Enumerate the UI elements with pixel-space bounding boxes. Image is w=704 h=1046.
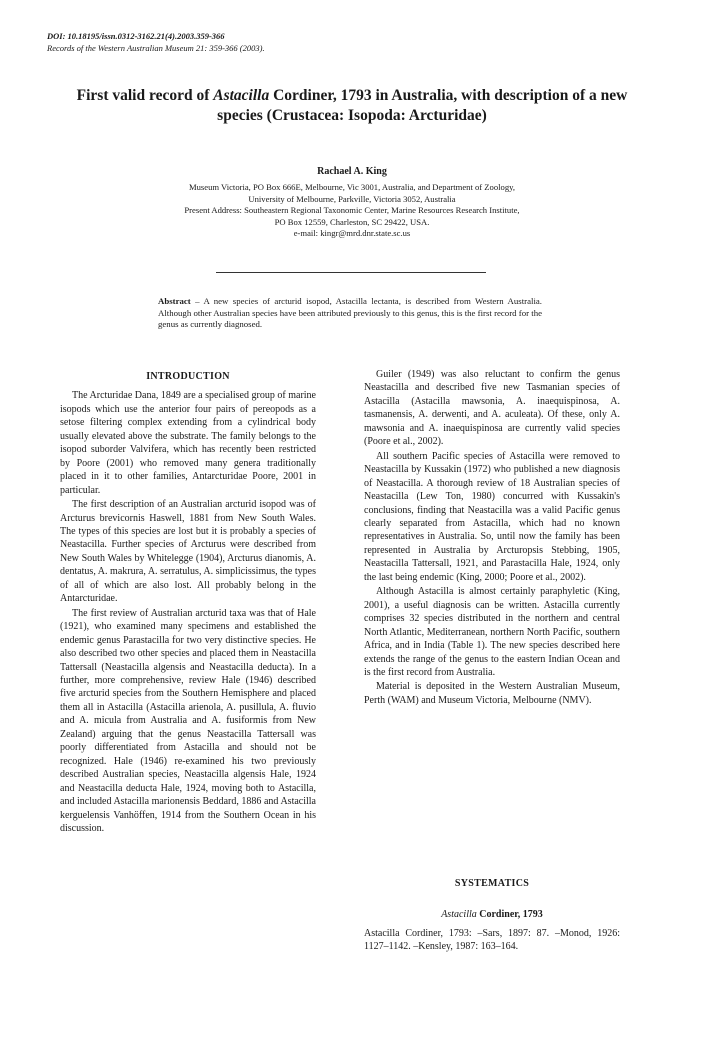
left-column (60, 368, 316, 835)
intro-paragraph: The first description of an Australian arcturid isopod was of Arcturus brevicornis Haswell, 1881 from New South Wales. The types of this species are lost but it is probably a species of Neastacilla. Further species of Arcturus were described from New South Wales by Whitelegge (1904), Arcturus dianomis, A. dentatus, A. makrura, A. serratulus, A. simplicissimus, the types of all of which are also lost. All probably belong in the Antarcturidae. (60, 499, 316, 605)
author-name: Rachael A. King (317, 166, 387, 177)
paper-title (60, 86, 644, 126)
affiliation-line: Museum Victoria, PO Box 666E, Melbourne, Vic 3001, Australia, and Department of Zoology, (188, 182, 516, 192)
intro-paragraph: The first review of Australian arcturid taxa was that of Hale (1921), who examined many specimens and established the endemic genus Parastacilla for two very distinctive species. He also described two other species and placed them in Neastacilla Tattersall (Neastacilla algensis and Neastacilla deducta). In a further, more comprehensive, review Hale (1946) described five arcturid species from the Southern Hemisphere and placed them all in Astacilla (Astacilla arienola, A. pusillula, A. fluvio and A. micula from Australia and A. fusiformis from New Zealand) arguing that the genus Neastacilla Tattersall was poorly differentiated from Astacilla and should not be recognized. Hale (1946) re-examined his two previously described Australian species, Neastacilla algensis Hale, 1924 and Neastacilla deducta Hale, 1924, moving both to Astacilla, and included Astacilla marionensis Beddard, 1886 and Astacilla kerguelensis Vanhöffen, 1914 from the Southern Ocean in his discussion. (60, 607, 316, 834)
abstract-text: – A new species of arcturid isopod, Astacilla lectanta, is described from Western Australia. Although other Australian species have been attributed previously to this genus, this is the first record for the genus as currently diagnosed. (158, 296, 542, 330)
right-column (364, 368, 620, 707)
genus-author: Cordiner, 1793 (476, 909, 543, 920)
body-paragraph: All southern Pacific species of Astacilla were removed to Neastacilla by Kussakin (1972) who published a new diagnosis of Neastacilla. A thorough review of 18 Australian species of Neastacilla (Lew Ton, 1980) concurred with Kussakin's conclusions, finding that Neastacilla was a valid Pacific genus clearly separated from Astacilla, which had no known representatives in Australia. So, until now the family has been represented in Australia by Arcturopsis Stebbing, 1905, Neastacilla Tattersall, 1921, and Parastacilla Hale, 1924, only the last being endemic (King, 2000; Poore et al., 2002). (364, 450, 620, 583)
title-genus: Astacilla (213, 87, 270, 104)
body-paragraph: Although Astacilla is almost certainly paraphyletic (King, 2001), a useful diagnosis can be written. Astacilla currently comprises 32 species distributed in the northern and central North Atlantic, Mediterranean, northern North Pacific, southern Africa, and in India (Table 1). The new species described here extends the range of the genus to the eastern Indian Ocean and is the first record from Australia. (364, 586, 620, 678)
affiliation-line: Present Address: Southeastern Regional Taxonomic Center, Marine Resources Research Institute, (184, 205, 520, 216)
systematics-heading: SYSTEMATICS (454, 878, 530, 889)
abstract-label: Abstract (158, 296, 191, 306)
title-pre: First valid record of (76, 87, 214, 104)
genus-name: Astacilla (441, 909, 477, 920)
introduction-heading: INTRODUCTION (146, 371, 230, 382)
email-line: e-mail: kingr@mrd.dnr.state.sc.us (293, 228, 411, 239)
divider-rule (216, 272, 486, 273)
title-post: Cordiner, 1793 in Australia, with description of a new species (Crustacea: Isopoda: Arcturidae) (217, 87, 628, 124)
genus-heading (364, 909, 620, 920)
intro-paragraph: The Arcturidae Dana, 1849 are a specialised group of marine isopods which use the anterior four pairs of pereopods as a setose filtering complex extending from a cylindrical body usually elevated above the substrate. The family belongs to the isopod suborder Valvifera, which has recently been restricted by Poore (2001) who removed many genera traditionally placed in it to other families, Antarcturidae Poore, 2001 in particular. (60, 390, 316, 496)
affiliation (100, 182, 604, 240)
body-paragraph: Guiler (1949) was also reluctant to confirm the genus Neastacilla and described five new Tasmanian species of Astacilla (Astacilla mawsonia, A. inaequispinosa, A. tasmanensis, A. derwenti, and A. aculeata). Of these, only A. mawsonia and A. inaequispinosa are currently valid species (Poore et al., 2002). (364, 369, 620, 448)
affiliation-line: University of Melbourne, Parkville, Victoria 3052, Australia (248, 193, 456, 204)
body-paragraph: Material is deposited in the Western Australian Museum, Perth (WAM) and Museum Victoria, Melbourne (NMV). (364, 681, 620, 706)
abstract (158, 296, 542, 331)
doi-line: DOI: 10.18195/issn.0312-3162.21(4).2003.359-366 (47, 31, 225, 41)
affiliation-line: PO Box 12559, Charleston, SC 29422, USA. (274, 216, 430, 227)
synonymy-text: Astacilla Cordiner, 1793: –Sars, 1897: 87. –Monod, 1926: 1127–1142. –Kensley, 1987: 163–164. (364, 928, 620, 953)
journal-citation: Records of the Western Australian Museum 21: 359-366 (2003). (47, 43, 265, 53)
